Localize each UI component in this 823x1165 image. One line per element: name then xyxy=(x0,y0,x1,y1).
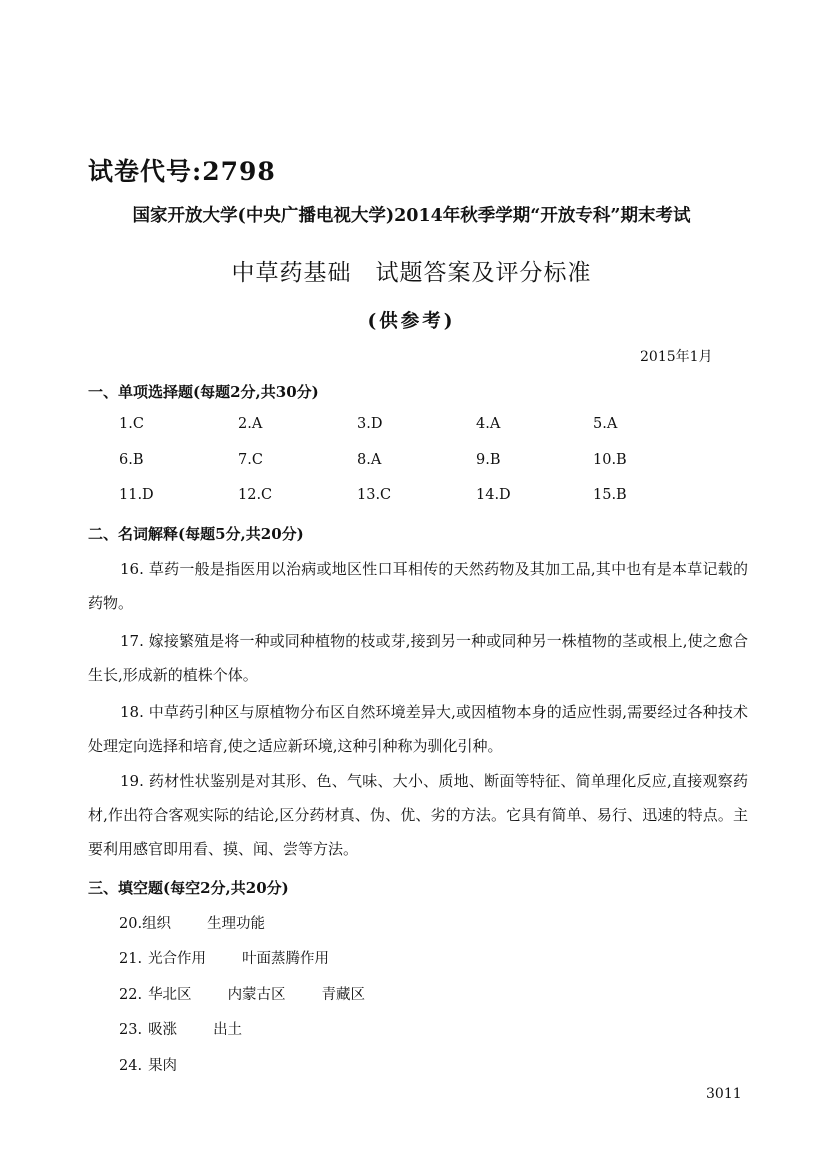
answer-text: 组织 xyxy=(142,916,172,932)
fill-answer-line xyxy=(119,1018,242,1039)
question-number: 20. xyxy=(119,916,143,932)
mc-answer: 5.A xyxy=(593,416,618,432)
section-2-title: 二、名词解释(每题5分,共20分) xyxy=(88,525,304,543)
definition-paragraph: 19. 药材性状鉴别是对其形、色、气味、大小、质地、断面等特征、简单理化反应,直接观察药材,作出符合客观实际的结论,区分药材真、伪、优、劣的方法。它具有简单、易行、迅速的特点。主要利用感官即用看、摸、闻、尝等方法。 xyxy=(88,772,748,858)
mc-answer: 14.D xyxy=(476,487,511,503)
definition-paragraph: 18. 中草药引种区与原植物分布区自然环境差异大,或因植物本身的适应性弱,需要经过各种技术处理定向选择和培育,使之适应新环境,这种引种称为驯化引种。 xyxy=(88,703,748,755)
fill-answer-line xyxy=(119,983,365,1004)
mc-answer: 3.D xyxy=(357,416,383,432)
definition-paragraph: 17. 嫁接繁殖是将一种或同种植物的枝或芽,接到另一种或同种另一株植物的茎或根上,使之愈合生长,形成新的植株个体。 xyxy=(88,632,748,684)
answer-text: 青藏区 xyxy=(321,987,366,1003)
question-number: 21. xyxy=(119,951,143,967)
exam-code: 试卷代号:2798 xyxy=(88,157,276,186)
mc-answer: 10.B xyxy=(593,452,627,468)
answer-text: 生理功能 xyxy=(207,916,266,932)
page-number: 3011 xyxy=(706,1086,742,1102)
fill-answer-line xyxy=(119,912,265,933)
mc-answer: 11.D xyxy=(119,487,154,503)
mc-answer: 8.A xyxy=(357,452,382,468)
mc-answer: 7.C xyxy=(238,452,263,468)
mc-answer: 4.A xyxy=(476,416,501,432)
section-1-title: 一、单项选择题(每题2分,共30分) xyxy=(88,383,319,401)
section-3-title: 三、填空题(每空2分,共20分) xyxy=(88,879,289,897)
fill-answer-line xyxy=(119,1054,177,1075)
mc-answer: 12.C xyxy=(238,487,273,503)
question-number: 24. xyxy=(119,1058,143,1074)
answer-text: 吸涨 xyxy=(148,1022,178,1038)
mc-answer: 6.B xyxy=(119,452,144,468)
subject-title: 中草药基础 试题答案及评分标准 xyxy=(231,260,592,286)
answer-text: 果肉 xyxy=(148,1058,178,1074)
answer-text: 光合作用 xyxy=(148,951,207,967)
answer-text: 叶面蒸腾作用 xyxy=(242,951,330,967)
mc-answer: 2.A xyxy=(238,416,263,432)
fill-answer-line xyxy=(119,947,329,968)
mc-answer: 15.B xyxy=(593,487,627,503)
reference-note: (供参考) xyxy=(367,311,456,332)
answer-text: 内蒙古区 xyxy=(227,987,286,1003)
question-number: 23. xyxy=(119,1022,143,1038)
exam-title: 国家开放大学(中央广播电视大学)2014年秋季学期“开放专科”期末考试 xyxy=(132,206,691,226)
answer-text: 华北区 xyxy=(148,987,192,1003)
definition-paragraph: 16. 草药一般是指医用以治病或地区性口耳相传的天然药物及其加工品,其中也有是本草记载的药物。 xyxy=(88,560,748,612)
answer-text: 出土 xyxy=(213,1022,243,1038)
mc-answer: 9.B xyxy=(476,452,501,468)
exam-date: 2015年1月 xyxy=(640,349,713,365)
mc-answer: 1.C xyxy=(119,416,144,432)
question-number: 22. xyxy=(119,987,143,1003)
mc-answer: 13.C xyxy=(357,487,392,503)
